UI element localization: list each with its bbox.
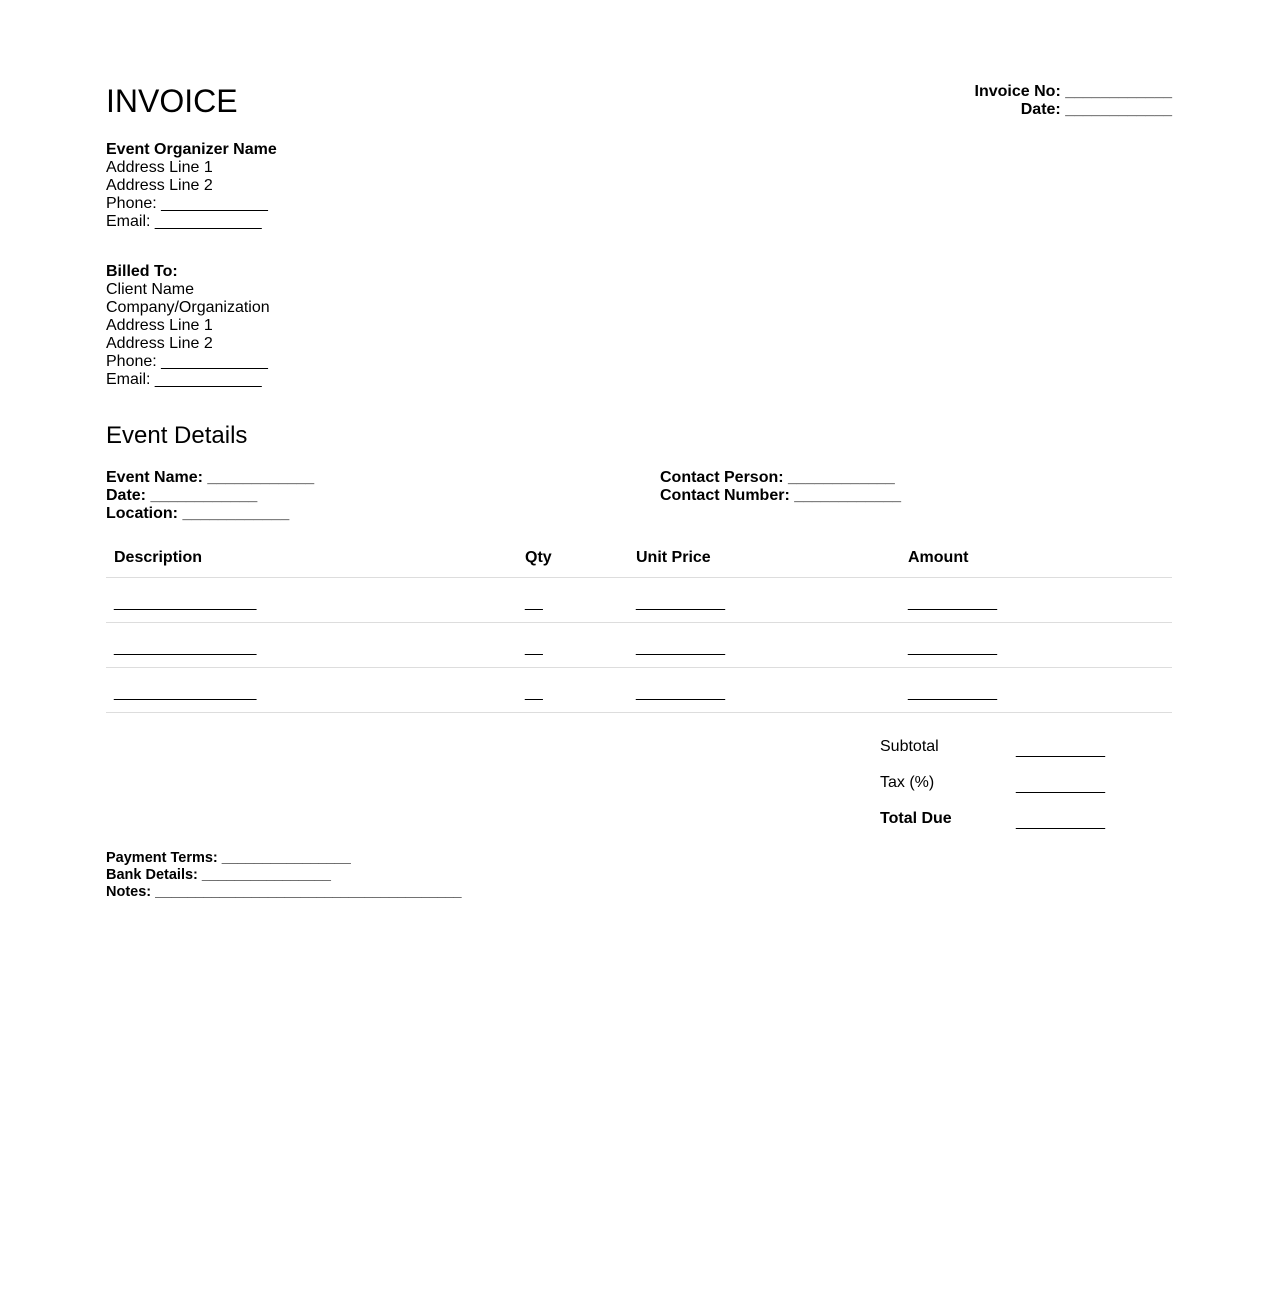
column-header-unit-price: Unit Price [628, 539, 900, 578]
invoice-title: INVOICE [106, 83, 238, 119]
table-row [106, 623, 1172, 668]
subtotal-value[interactable]: __________ [1016, 741, 1105, 758]
totals-table [872, 729, 1113, 837]
line-items-table [106, 539, 1172, 713]
tax-row [872, 765, 1113, 801]
billed-to-label: Billed To: [106, 263, 178, 280]
client-address-line-2: Address Line 2 [106, 335, 213, 352]
contact-number-field: Contact Number: ____________ [660, 487, 902, 504]
qty-cell[interactable]: __ [517, 578, 628, 623]
organizer-name: Event Organizer Name [106, 141, 277, 158]
description-cell[interactable]: ________________ [106, 668, 517, 713]
invoice-date-row [975, 101, 1172, 119]
invoice-number-field[interactable]: ____________ [1065, 83, 1172, 100]
table-row [106, 668, 1172, 713]
billed-to-block [106, 263, 270, 389]
notes-field: Notes: ______________________________________ [106, 884, 462, 900]
tax-label: Tax (%) [880, 774, 935, 791]
tax-value[interactable]: __________ [1016, 777, 1105, 794]
client-email: Email: ____________ [106, 371, 262, 388]
qty-cell[interactable]: __ [517, 668, 628, 713]
total-due-label: Total Due [880, 810, 952, 827]
column-header-description: Description [106, 539, 517, 578]
unit-price-cell[interactable]: __________ [628, 623, 900, 668]
client-address-line-1: Address Line 1 [106, 317, 213, 334]
organizer-address-line-2: Address Line 2 [106, 177, 213, 194]
client-company: Company/Organization [106, 299, 270, 316]
amount-cell[interactable]: __________ [900, 668, 1172, 713]
bank-details-field: Bank Details: ________________ [106, 867, 331, 883]
payment-terms-field: Payment Terms: ________________ [106, 850, 351, 866]
description-cell[interactable]: ________________ [106, 578, 517, 623]
organizer-address-line-1: Address Line 1 [106, 159, 213, 176]
event-info-left [106, 469, 314, 523]
table-header-row [106, 539, 1172, 578]
invoice-meta [975, 83, 1172, 119]
subtotal-label: Subtotal [880, 738, 939, 755]
total-due-row [872, 801, 1113, 837]
description-cell[interactable]: ________________ [106, 623, 517, 668]
table-row [106, 578, 1172, 623]
event-info-right [660, 469, 901, 505]
event-details-heading: Event Details [106, 422, 248, 449]
event-location-field: Location: ____________ [106, 505, 290, 522]
event-date-field: Date: ____________ [106, 487, 258, 504]
subtotal-row [872, 729, 1113, 765]
footer-block [106, 850, 462, 901]
invoice-date-field[interactable]: ____________ [1065, 101, 1172, 118]
amount-cell[interactable]: __________ [900, 578, 1172, 623]
organizer-block [106, 141, 277, 231]
client-name: Client Name [106, 281, 195, 298]
unit-price-cell[interactable]: __________ [628, 668, 900, 713]
organizer-email: Email: ____________ [106, 213, 262, 230]
client-phone: Phone: ____________ [106, 353, 268, 370]
event-name-field: Event Name: ____________ [106, 469, 315, 486]
invoice-number-row [975, 83, 1172, 101]
unit-price-cell[interactable]: __________ [628, 578, 900, 623]
qty-cell[interactable]: __ [517, 623, 628, 668]
column-header-amount: Amount [900, 539, 1172, 578]
total-due-value[interactable]: __________ [1016, 813, 1105, 830]
invoice-number-label: Invoice No: [974, 83, 1061, 100]
amount-cell[interactable]: __________ [900, 623, 1172, 668]
organizer-phone: Phone: ____________ [106, 195, 268, 212]
contact-person-field: Contact Person: ____________ [660, 469, 895, 486]
invoice-date-label: Date: [1020, 101, 1061, 118]
column-header-qty: Qty [517, 539, 628, 578]
